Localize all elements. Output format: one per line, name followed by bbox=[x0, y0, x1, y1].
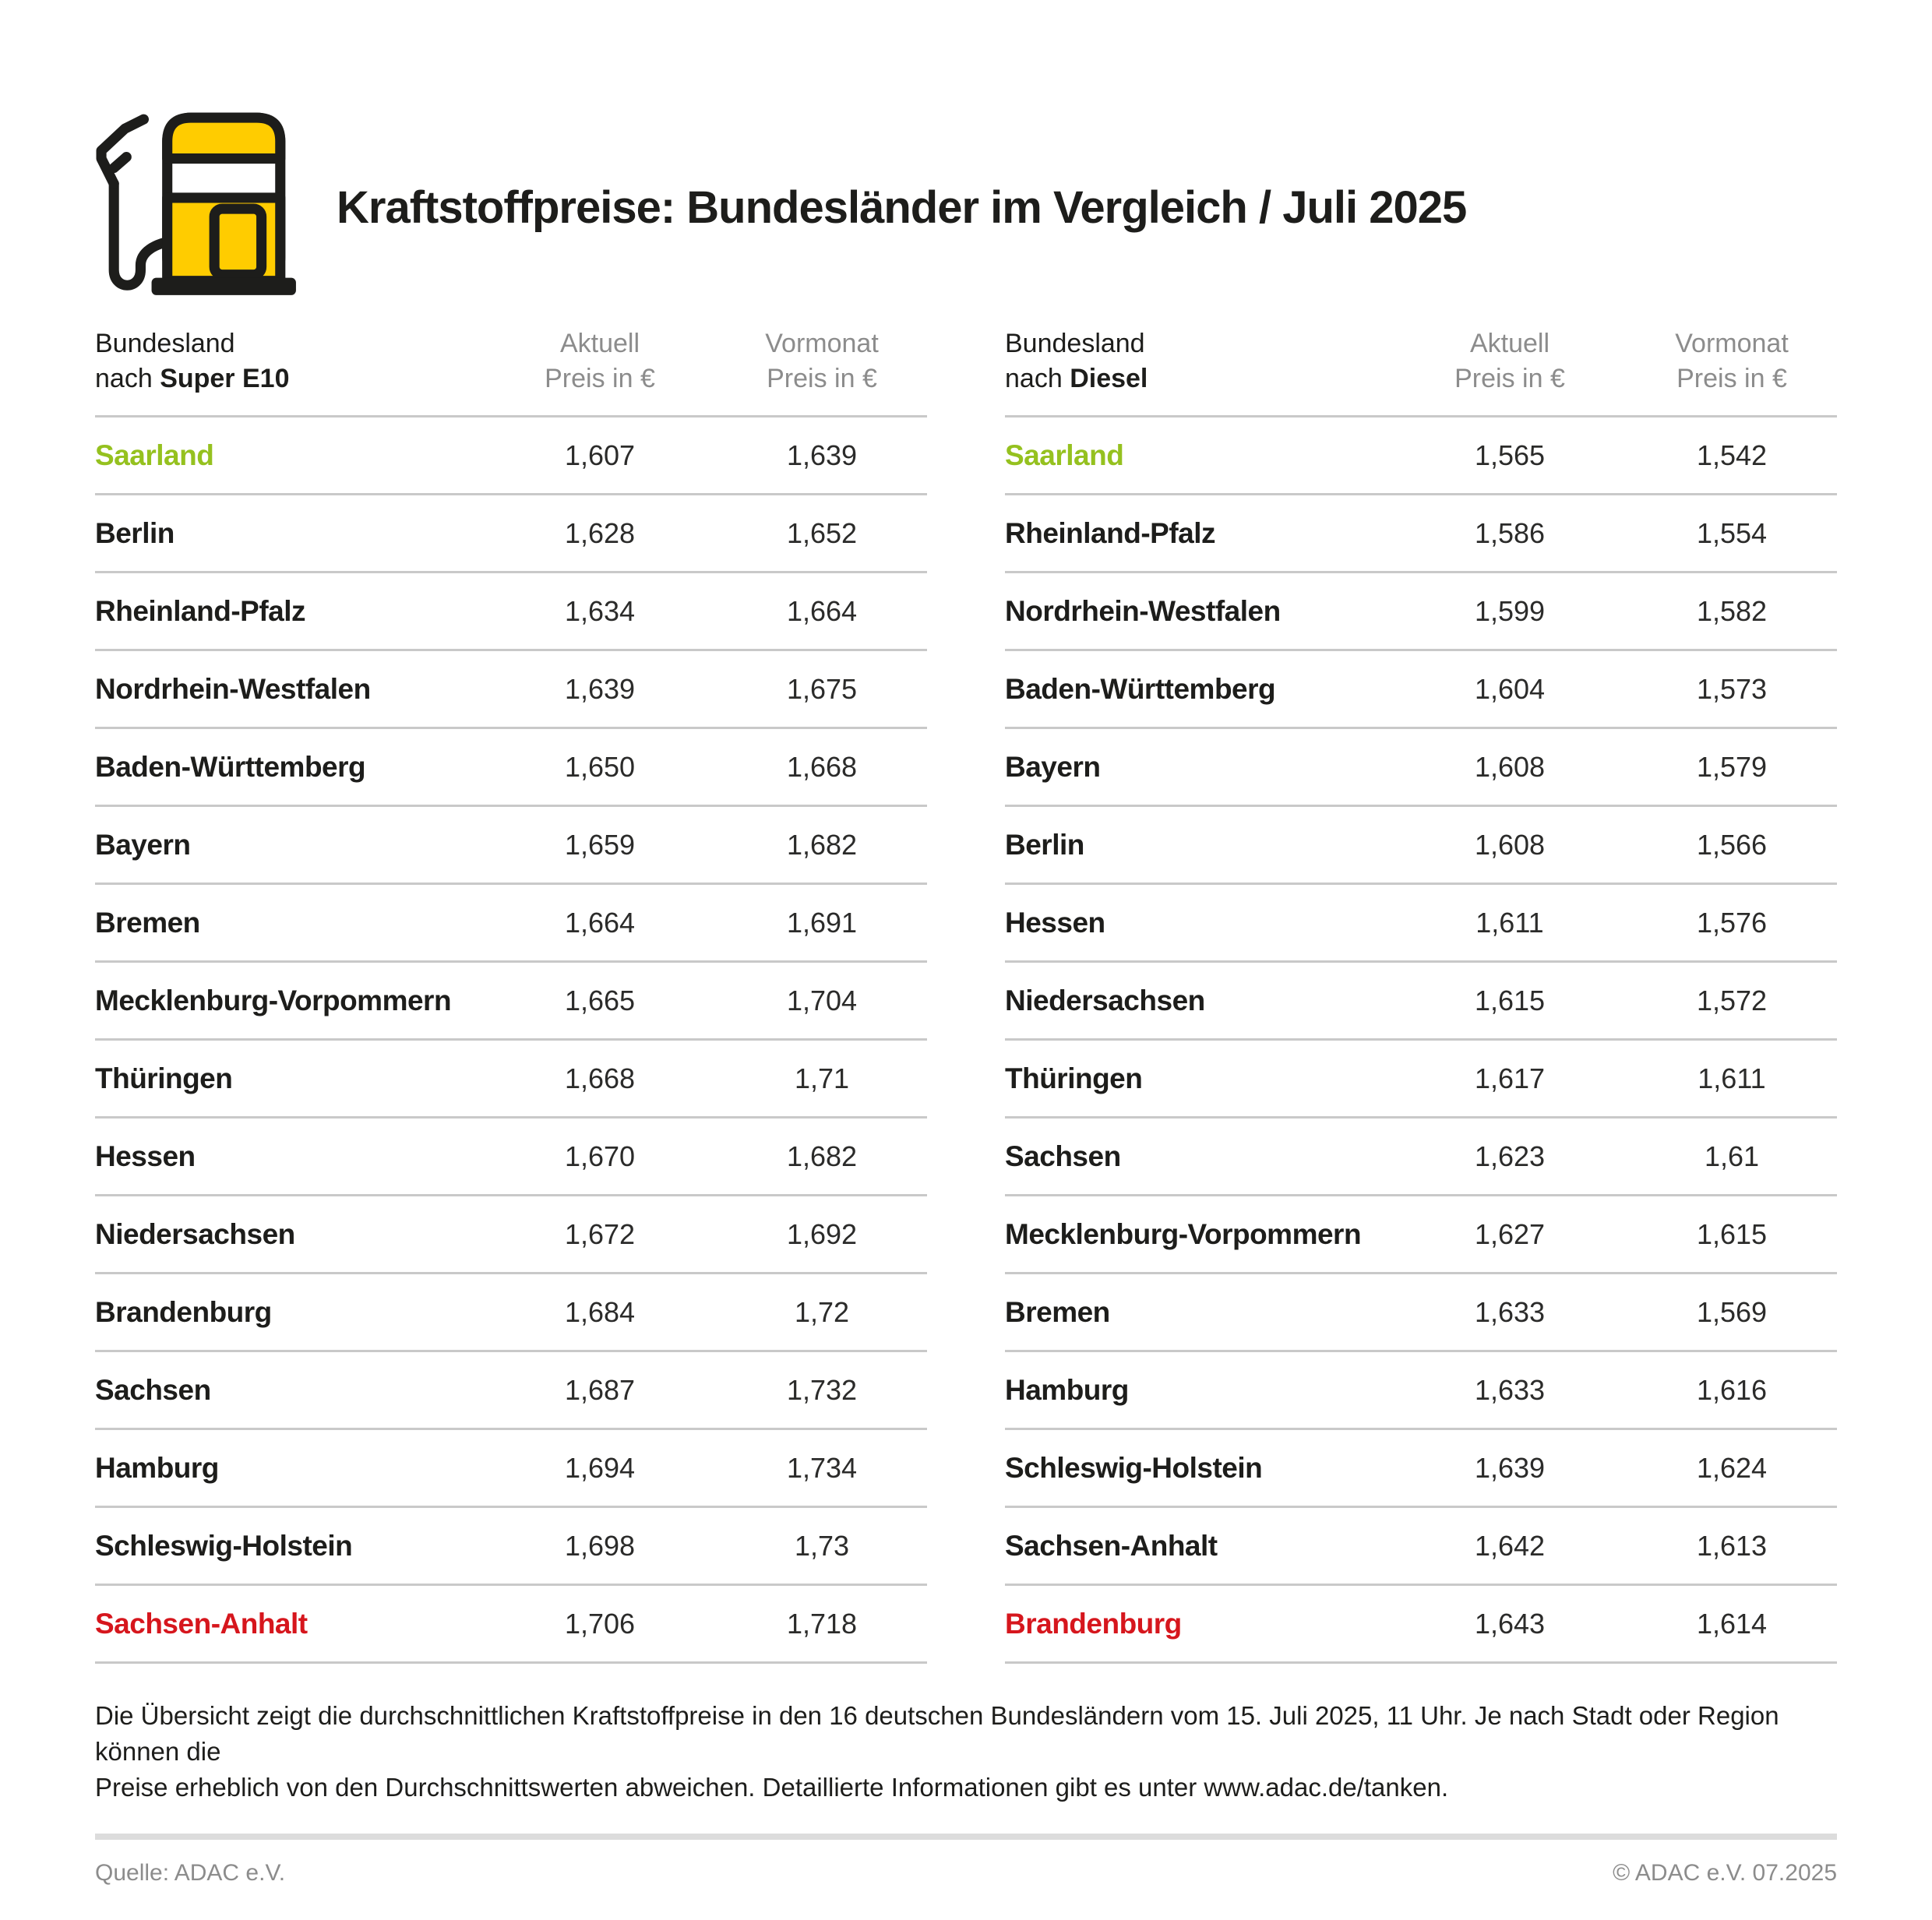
aktuell-value: 1,607 bbox=[564, 439, 636, 471]
vormonat-value: 1,704 bbox=[786, 984, 858, 1016]
vormonat-value: 1,73 bbox=[794, 1529, 850, 1562]
column-header-vormonat bbox=[1627, 326, 1837, 396]
aktuell-value: 1,670 bbox=[564, 1140, 636, 1172]
table-row bbox=[1005, 1508, 1837, 1586]
table-row bbox=[95, 573, 927, 651]
vormonat-value: 1,691 bbox=[786, 906, 858, 939]
footnote-line: Preise erheblich von den Durchschnittswerten abweichen. Detaillierte Informationen gibt es unter www.adac.de/tanken. bbox=[95, 1773, 1449, 1802]
fuel-label-name: Diesel bbox=[1070, 364, 1148, 393]
state-name: Bayern bbox=[1005, 750, 1101, 783]
aktuell-value: 1,665 bbox=[564, 984, 636, 1016]
aktuell-value: 1,611 bbox=[1475, 906, 1544, 939]
table-body bbox=[95, 417, 927, 1664]
table-row bbox=[1005, 1119, 1837, 1196]
table-row bbox=[1005, 1274, 1837, 1352]
state-name: Berlin bbox=[1005, 828, 1084, 861]
table-row bbox=[95, 1586, 927, 1664]
vormonat-value: 1,569 bbox=[1696, 1295, 1768, 1328]
column-header-line: Preis in € bbox=[545, 364, 655, 393]
table-row bbox=[1005, 417, 1837, 495]
aktuell-value: 1,565 bbox=[1474, 439, 1546, 471]
table-row bbox=[1005, 495, 1837, 573]
diesel-table bbox=[1005, 326, 1837, 1664]
aktuell-value: 1,639 bbox=[1474, 1451, 1546, 1484]
table-row bbox=[95, 963, 927, 1041]
state-name: Niedersachsen bbox=[1005, 984, 1205, 1016]
vormonat-value: 1,692 bbox=[786, 1217, 858, 1250]
column-header-line: Vormonat bbox=[1675, 329, 1789, 358]
state-name: Thüringen bbox=[95, 1062, 233, 1094]
state-name: Bayern bbox=[95, 828, 191, 861]
state-name: Sachsen-Anhalt bbox=[95, 1607, 308, 1640]
aktuell-value: 1,698 bbox=[564, 1529, 636, 1562]
state-name: Berlin bbox=[95, 516, 175, 549]
aktuell-value: 1,604 bbox=[1474, 672, 1546, 705]
table-row bbox=[95, 807, 927, 885]
aktuell-value: 1,643 bbox=[1474, 1607, 1546, 1640]
aktuell-value: 1,628 bbox=[564, 516, 636, 549]
state-name: Saarland bbox=[95, 439, 214, 471]
aktuell-value: 1,642 bbox=[1474, 1529, 1546, 1562]
vormonat-value: 1,639 bbox=[786, 439, 858, 471]
table-row bbox=[95, 1352, 927, 1430]
vormonat-value: 1,576 bbox=[1696, 906, 1768, 939]
super-e10-table bbox=[95, 326, 927, 1664]
state-name: Brandenburg bbox=[95, 1295, 272, 1328]
column-header-aktuell bbox=[1393, 326, 1627, 396]
table-row bbox=[1005, 573, 1837, 651]
header bbox=[95, 105, 1837, 309]
vormonat-value: 1,682 bbox=[786, 1140, 858, 1172]
vormonat-value: 1,611 bbox=[1698, 1062, 1766, 1094]
vormonat-value: 1,652 bbox=[786, 516, 858, 549]
pump-nozzle bbox=[101, 119, 143, 184]
column-header-line: Preis in € bbox=[767, 364, 877, 393]
column-header-aktuell bbox=[483, 326, 717, 396]
aktuell-value: 1,687 bbox=[564, 1373, 636, 1406]
table-row bbox=[95, 729, 927, 807]
aktuell-value: 1,608 bbox=[1474, 750, 1546, 783]
table-header bbox=[95, 326, 927, 417]
aktuell-value: 1,633 bbox=[1474, 1295, 1546, 1328]
state-name: Baden-Württemberg bbox=[1005, 672, 1276, 705]
state-name: Hamburg bbox=[95, 1451, 219, 1484]
state-name: Rheinland-Pfalz bbox=[95, 594, 306, 627]
column-header-line: Aktuell bbox=[1469, 329, 1550, 358]
aktuell-value: 1,706 bbox=[564, 1607, 636, 1640]
vormonat-value: 1,572 bbox=[1696, 984, 1768, 1016]
aktuell-value: 1,599 bbox=[1474, 594, 1546, 627]
aktuell-value: 1,659 bbox=[564, 828, 636, 861]
group-label: Bundesland bbox=[1005, 329, 1145, 358]
aktuell-value: 1,617 bbox=[1474, 1062, 1546, 1094]
state-name: Bremen bbox=[95, 906, 200, 939]
table-row bbox=[1005, 729, 1837, 807]
state-name: Niedersachsen bbox=[95, 1217, 295, 1250]
tables-container bbox=[95, 326, 1837, 1664]
state-name: Bremen bbox=[1005, 1295, 1110, 1328]
state-name: Nordrhein-Westfalen bbox=[1005, 594, 1281, 627]
source-label: Quelle: ADAC e.V. bbox=[95, 1860, 286, 1886]
vormonat-value: 1,542 bbox=[1696, 439, 1768, 471]
vormonat-value: 1,61 bbox=[1704, 1140, 1760, 1172]
vormonat-value: 1,566 bbox=[1696, 828, 1768, 861]
state-name: Mecklenburg-Vorpommern bbox=[95, 984, 452, 1016]
pump-display bbox=[214, 209, 261, 275]
fuel-label-prefix: nach bbox=[1005, 364, 1070, 393]
fuel-label-name: Super E10 bbox=[160, 364, 290, 393]
page-title: Kraftstoffpreise: Bundesländer im Vergleich / Juli 2025 bbox=[337, 181, 1467, 233]
vormonat-value: 1,579 bbox=[1696, 750, 1768, 783]
table-row bbox=[1005, 1430, 1837, 1508]
aktuell-value: 1,608 bbox=[1474, 828, 1546, 861]
aktuell-value: 1,586 bbox=[1474, 516, 1546, 549]
column-header-line: Preis in € bbox=[1454, 364, 1565, 393]
aktuell-value: 1,615 bbox=[1474, 984, 1546, 1016]
pump-nozzle-handle bbox=[114, 157, 126, 168]
aktuell-value: 1,668 bbox=[564, 1062, 636, 1094]
state-name: Mecklenburg-Vorpommern bbox=[1005, 1217, 1362, 1250]
column-header-line: Vormonat bbox=[765, 329, 879, 358]
vormonat-value: 1,624 bbox=[1696, 1451, 1768, 1484]
aktuell-value: 1,650 bbox=[564, 750, 636, 783]
aktuell-value: 1,694 bbox=[564, 1451, 636, 1484]
table-row bbox=[1005, 651, 1837, 729]
aktuell-value: 1,664 bbox=[564, 906, 636, 939]
vormonat-value: 1,675 bbox=[786, 672, 858, 705]
footnote bbox=[95, 1698, 1837, 1806]
pump-base bbox=[152, 278, 296, 295]
state-name: Sachsen-Anhalt bbox=[1005, 1529, 1218, 1562]
fuel-label bbox=[1005, 361, 1393, 396]
vormonat-value: 1,582 bbox=[1696, 594, 1768, 627]
copyright-label: © ADAC e.V. 07.2025 bbox=[1613, 1860, 1837, 1886]
column-header-line: Preis in € bbox=[1676, 364, 1787, 393]
state-name: Brandenburg bbox=[1005, 1607, 1182, 1640]
fuel-pump-icon bbox=[95, 105, 302, 309]
aktuell-value: 1,627 bbox=[1474, 1217, 1546, 1250]
aktuell-value: 1,672 bbox=[564, 1217, 636, 1250]
table-row bbox=[95, 885, 927, 963]
footnote-line: Die Übersicht zeigt die durchschnittlichen Kraftstoffpreise in den 16 deutschen Bundesländern vom 15. Juli 2025, 11 Uhr. Je nach Stadt oder Region können die bbox=[95, 1701, 1779, 1766]
state-name: Nordrhein-Westfalen bbox=[95, 672, 371, 705]
aktuell-value: 1,634 bbox=[564, 594, 636, 627]
table-row bbox=[95, 1430, 927, 1508]
aktuell-value: 1,684 bbox=[564, 1295, 636, 1328]
aktuell-value: 1,639 bbox=[564, 672, 636, 705]
aktuell-value: 1,623 bbox=[1474, 1140, 1546, 1172]
state-name: Thüringen bbox=[1005, 1062, 1143, 1094]
state-name: Baden-Württemberg bbox=[95, 750, 366, 783]
table-row bbox=[95, 1041, 927, 1119]
footer bbox=[95, 1860, 1837, 1887]
table-row bbox=[95, 1196, 927, 1274]
table-row bbox=[1005, 1352, 1837, 1430]
table-row bbox=[95, 495, 927, 573]
state-name: Hessen bbox=[95, 1140, 196, 1172]
column-header-vormonat bbox=[717, 326, 927, 396]
vormonat-value: 1,615 bbox=[1696, 1217, 1768, 1250]
aktuell-value: 1,633 bbox=[1474, 1373, 1546, 1406]
fuel-label-prefix: nach bbox=[95, 364, 160, 393]
vormonat-value: 1,573 bbox=[1696, 672, 1768, 705]
state-name: Hamburg bbox=[1005, 1373, 1129, 1406]
table-row bbox=[1005, 1196, 1837, 1274]
vormonat-value: 1,682 bbox=[786, 828, 858, 861]
vormonat-value: 1,614 bbox=[1696, 1607, 1768, 1640]
table-header bbox=[1005, 326, 1837, 417]
vormonat-value: 1,71 bbox=[794, 1062, 850, 1094]
state-name: Schleswig-Holstein bbox=[1005, 1451, 1263, 1484]
table-row bbox=[95, 1119, 927, 1196]
state-name: Hessen bbox=[1005, 906, 1105, 939]
vormonat-value: 1,72 bbox=[794, 1295, 850, 1328]
table-row bbox=[1005, 963, 1837, 1041]
table-row bbox=[95, 417, 927, 495]
vormonat-value: 1,734 bbox=[786, 1451, 858, 1484]
vormonat-value: 1,668 bbox=[786, 750, 858, 783]
column-header-line: Aktuell bbox=[559, 329, 640, 358]
state-name: Schleswig-Holstein bbox=[95, 1529, 353, 1562]
state-name: Rheinland-Pfalz bbox=[1005, 516, 1216, 549]
footer-divider-bar bbox=[95, 1834, 1837, 1840]
pump-top bbox=[167, 118, 280, 158]
table-row bbox=[95, 1274, 927, 1352]
column-header-bundesland bbox=[1005, 326, 1393, 396]
state-name: Saarland bbox=[1005, 439, 1124, 471]
vormonat-value: 1,554 bbox=[1696, 516, 1768, 549]
table-row bbox=[95, 651, 927, 729]
vormonat-value: 1,718 bbox=[786, 1607, 858, 1640]
state-name: Sachsen bbox=[1005, 1140, 1121, 1172]
fuel-label bbox=[95, 361, 483, 396]
column-header-bundesland bbox=[95, 326, 483, 396]
vormonat-value: 1,613 bbox=[1696, 1529, 1768, 1562]
table-row bbox=[1005, 885, 1837, 963]
group-label: Bundesland bbox=[95, 329, 235, 358]
vormonat-value: 1,664 bbox=[786, 594, 858, 627]
table-row bbox=[1005, 1586, 1837, 1664]
state-name: Sachsen bbox=[95, 1373, 211, 1406]
table-row bbox=[95, 1508, 927, 1586]
vormonat-value: 1,616 bbox=[1696, 1373, 1768, 1406]
table-body bbox=[1005, 417, 1837, 1664]
table-row bbox=[1005, 807, 1837, 885]
table-row bbox=[1005, 1041, 1837, 1119]
vormonat-value: 1,732 bbox=[786, 1373, 858, 1406]
